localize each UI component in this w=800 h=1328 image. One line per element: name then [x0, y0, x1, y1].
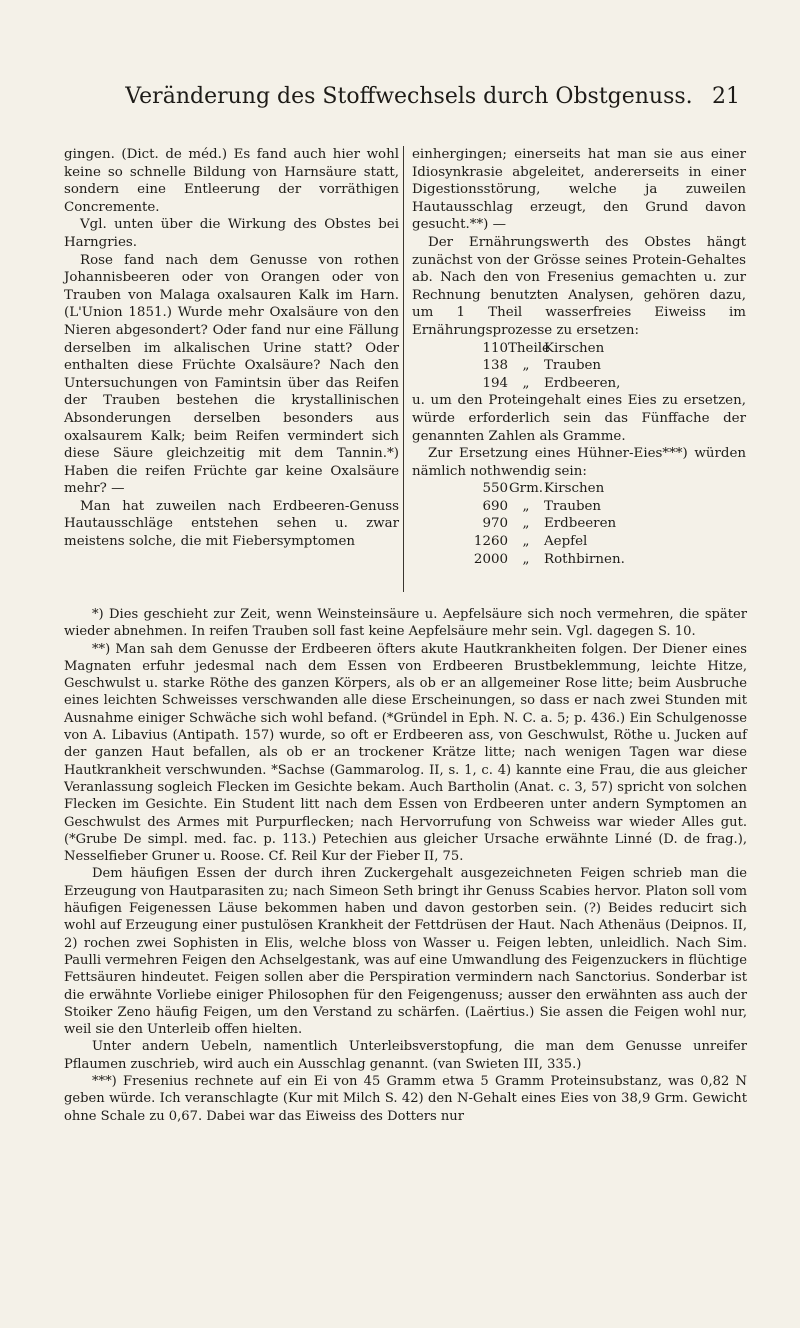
- table-row: [412, 533, 746, 551]
- table-cell-unit: „: [522, 498, 530, 514]
- table-cell-fruit: Kirschen: [544, 340, 605, 356]
- running-header: [78, 84, 740, 118]
- table-cell-unit: Grm.: [508, 481, 544, 497]
- table-row: [412, 515, 746, 533]
- table-cell-number: 690: [482, 498, 508, 514]
- footnote: *) Dies geschieht zur Zeit, wenn Weinsteinsäure u. Aepfelsäure sich noch vermehren, die später wieder abnehmen. In reifen Trauben soll fast keine Aepfelsäure mehr sein. Vgl. dagegen S. 10.: [64, 607, 747, 640]
- footnotes: [64, 606, 747, 1125]
- column-divider: [403, 146, 404, 592]
- table-row: [412, 551, 746, 569]
- paragraph: u. um den Proteingehalt eines Eies zu ersetzen, würde erforderlich sein das Fünffache der genannten Zahlen als Gramme.: [412, 393, 746, 444]
- table-cell-fruit: Rothbirnen.: [544, 551, 625, 567]
- footnote: Dem häufigen Essen der durch ihren Zuckergehalt ausgezeichneten Feigen schrieb man die Erzeugung von Hautparasiten zu; nach Simeon Seth bringt ihr Genuss Scabies hervor. Platon soll vom häufigen Feigenessen Läuse bekommen haben und davon gestorben sein. (?) Beides reducirt sich wohl auf Erzeugung einer pustulösen Krankheit der Fettdrüsen der Haut. Nach Athenäus (Deipnos. II, 2) rochen zwei Sophisten in Elis, welche bloss von Wasser u. Feigen lebten, unleidlich. Nach Sim. Paulli vermehren Feigen den Achselgestank, was auf eine Umwandlung des Feigenzuckers in flüchtige Fettsäuren hindeutet. Feigen sollen aber die Perspiration vermindern nach Sanctorius. Sonderbar ist die erwähnte Vorliebe einiger Philosophen für den Feigengenuss; ausser den erwähnten ass auch der Stoiker Zeno häufig Feigen, um den Verstand zu schärfen. (Laërtius.) Sie assen die Feigen wohl nur, weil sie den Unterleib offen hielten.: [64, 866, 748, 1038]
- table-cell-fruit: Erdbeeren,: [544, 375, 621, 391]
- table-cell-number: 138: [482, 358, 508, 374]
- table-cell-number: 194: [482, 375, 508, 391]
- protein-table-theile: [412, 340, 746, 393]
- table-cell-fruit: Aepfel: [544, 534, 588, 550]
- paragraph: einhergingen; einerseits hat man sie aus einer Idiosynkrasie abgeleitet, andererseits in einer Digestionsstörung, welche ja zuweilen Hautausschlag erzeugt, den Grund davon gesucht.**) —: [412, 147, 746, 233]
- table-cell-number: 2000: [473, 551, 508, 567]
- table-row: [412, 357, 746, 375]
- table-cell-number: 110: [482, 340, 508, 356]
- table-cell-number: 550: [482, 481, 508, 497]
- page-number: 21: [712, 84, 740, 109]
- table-row: [412, 375, 746, 393]
- table-cell-number: 970: [482, 516, 508, 532]
- footnote: Unter andern Uebeln, namentlich Unterleibsverstopfung, die man dem Genusse unreifer Pflaumen zuschrieb, wird auch ein Ausschlag genannt. (van Swieten III, 335.): [64, 1039, 747, 1072]
- table-cell-fruit: Trauben: [544, 358, 602, 374]
- paragraph: Der Ernährungswerth des Obstes hängt zunächst von der Grösse seines Protein-Gehaltes ab. Nach den von Fresenius gemachten u. zur Rechnung benutzten Analysen, gehören dazu, um 1 Theil wasserfreies Eiweiss im Ernährungsprozesse zu ersetzen:: [412, 234, 746, 338]
- left-column: [64, 146, 399, 551]
- paragraph: Vgl. unten über die Wirkung des Obstes bei Harngries.: [64, 217, 399, 250]
- table-row: [412, 498, 746, 516]
- table-cell-unit: „: [522, 534, 530, 550]
- table-row: [412, 340, 746, 358]
- table-cell-unit: Theile: [508, 340, 550, 356]
- protein-table-grams: [412, 480, 746, 568]
- table-cell-fruit: Erdbeeren: [544, 516, 617, 532]
- right-column: [412, 146, 746, 568]
- paragraph: Rose fand nach dem Genusse von rothen Johannisbeeren oder von Orangen oder von Trauben von Malaga oxalsauren Kalk im Harn. (L'Union 1851.) Wurde mehr Oxalsäure von den Nieren abgesondert? Oder fand nur eine Fällung derselben im alkalischen Urine statt? Oder enthalten diese Früchte Oxalsäure? Nach den Untersuchungen von Famintsin über das Reifen der Trauben bestehen die krystallinischen Absonderungen derselben besonders aus oxalsaurem Kalk; beim Reifen vermindert sich diese Säure gleichzeitig mit dem Tannin.*) Haben die reifen Früchte gar keine Oxalsäure mehr? —: [64, 252, 399, 497]
- table-cell-unit: „: [522, 551, 530, 567]
- table-cell-unit: „: [522, 375, 530, 391]
- paragraph: Man hat zuweilen nach Erdbeeren-Genuss Hautausschläge entstehen sehen u. zwar meistens solche, die mit Fiebersymptomen: [64, 498, 399, 550]
- table-cell-fruit: Kirschen: [544, 481, 605, 497]
- table-cell-fruit: Trauben: [544, 498, 602, 514]
- table-row: [412, 480, 746, 498]
- paragraph: gingen. (Dict. de méd.) Es fand auch hier wohl keine so schnelle Bildung von Harnsäure statt, sondern eine Entleerung der vorräthigen Concremente.: [64, 147, 399, 215]
- table-cell-unit: „: [522, 358, 530, 374]
- table-cell-number: 1260: [473, 534, 508, 550]
- table-cell-unit: „: [522, 516, 530, 532]
- footnote: ***) Fresenius rechnete auf ein Ei von 45 Gramm etwa 5 Gramm Proteinsubstanz, was 0,82 N geben würde. Ich veranschlagte (Kur mit Milch S. 42) den N-Gehalt eines Eies von 38,9 Grm. Gewicht ohne Schale zu 0,67. Dabei war das Eiweiss des Dotters nur: [64, 1074, 747, 1124]
- footnote: **) Man sah dem Genusse der Erdbeeren öfters akute Hautkrankheiten folgen. Der Diener eines Magnaten erfuhr jedesmal nach dem Essen von Erdbeeren Brustbeklemmung, leichte Hitze, Geschwulst u. starke Röthe des ganzen Körpers, als ob er an allgemeiner Rose litte; beim Ausbruche eines leichten Schweisses verschwanden alle diese Erscheinungen, so dass er nach zwei Stunden mit Ausnahme einiger Schwäche sich wohl befand. (*Gründel in Eph. N. C. a. 5; p. 436.) Ein Schulgenosse von A. Libavius (Antipath. 157) wurde, so oft er Erdbeeren ass, von Geschwulst, Röthe u. Jucken auf der ganzen Haut befallen, als ob er an trockener Krätze litte; nach wenigen Tagen war diese Hautkrankheit verschwunden. *Sachse (Gammarolog. II, s. 1, c. 4) kannte eine Frau, die aus gleicher Veranlassung sogleich Flecken im Gesichte bekam. Auch Bartholin (Anat. c. 3, 57) spricht von solchen Flecken im Gesichte. Ein Student litt nach dem Essen von Erdbeeren unter andern Symptomen an Geschwulst des Armes mit Purpurflecken; nach Hervorrufung von Schweiss war wieder Alles gut. (*Grube De simpl. med. fac. p. 113.) Petechien aus gleicher Ursache erwähnte Linné (D. de frag.), Nesselfieber Gruner u. Roose. Cf. Reil Kur der Fieber II, 75.: [64, 641, 747, 865]
- paragraph: Zur Ersetzung eines Hühner-Eies***) würden nämlich nothwendig sein:: [412, 446, 746, 479]
- header-title: Veränderung des Stoffwechsels durch Obstgenuss.: [125, 84, 693, 109]
